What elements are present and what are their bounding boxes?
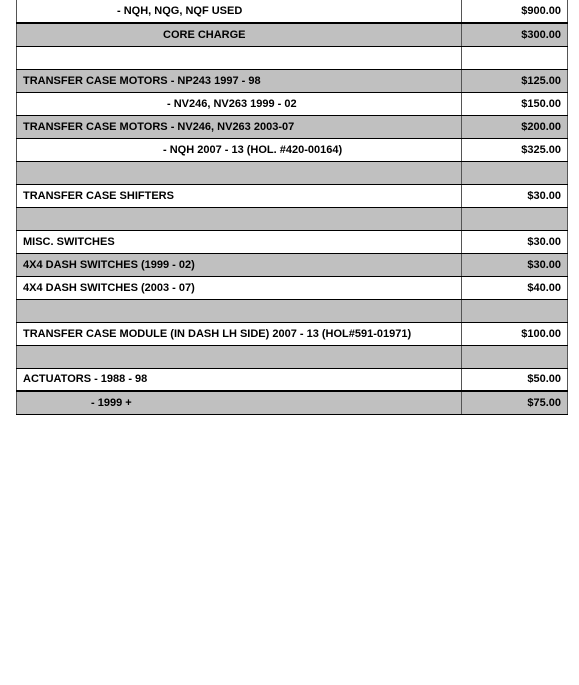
item-description: - 1999 +: [17, 391, 462, 414]
item-price: $900.00: [462, 0, 568, 23]
item-description: [17, 161, 462, 184]
item-description: TRANSFER CASE SHIFTERS: [17, 184, 462, 207]
item-description: CORE CHARGE: [17, 23, 462, 46]
item-description: [17, 345, 462, 368]
table-row: [17, 69, 568, 92]
table-row: [17, 46, 568, 69]
table-row: [17, 276, 568, 299]
item-price: $325.00: [462, 138, 568, 161]
item-price: $150.00: [462, 92, 568, 115]
item-price: $30.00: [462, 184, 568, 207]
item-description: MISC. SWITCHES: [17, 230, 462, 253]
item-price: [462, 46, 568, 69]
item-price: $75.00: [462, 391, 568, 414]
item-description: [17, 207, 462, 230]
item-description: - NQH 2007 - 13 (HOL. #420-00164): [17, 138, 462, 161]
item-description: 4X4 DASH SWITCHES (2003 - 07): [17, 276, 462, 299]
item-description: [17, 46, 462, 69]
table-row: [17, 368, 568, 391]
item-price: [462, 207, 568, 230]
table-row: [17, 161, 568, 184]
table-row: [17, 207, 568, 230]
table-row: [17, 230, 568, 253]
price-list-table: [16, 0, 568, 415]
item-price: $40.00: [462, 276, 568, 299]
item-description: ACTUATORS - 1988 - 98: [17, 368, 462, 391]
table-row: [17, 299, 568, 322]
item-description: TRANSFER CASE MOTORS - NV246, NV263 2003-07: [17, 115, 462, 138]
table-row: [17, 322, 568, 345]
table-row: [17, 138, 568, 161]
item-description: TRANSFER CASE MOTORS - NP243 1997 - 98: [17, 69, 462, 92]
item-price: $125.00: [462, 69, 568, 92]
table-row: [17, 115, 568, 138]
item-price: $200.00: [462, 115, 568, 138]
item-description: 4X4 DASH SWITCHES (1999 - 02): [17, 253, 462, 276]
item-description: - NV246, NV263 1999 - 02: [17, 92, 462, 115]
item-price: [462, 345, 568, 368]
item-price: $50.00: [462, 368, 568, 391]
item-description: [17, 299, 462, 322]
table-row: [17, 345, 568, 368]
item-price: [462, 299, 568, 322]
item-price: $100.00: [462, 322, 568, 345]
table-row: [17, 23, 568, 46]
table-row: [17, 184, 568, 207]
item-price: $30.00: [462, 253, 568, 276]
item-price: $30.00: [462, 230, 568, 253]
table-row: [17, 92, 568, 115]
item-description: - NQH, NQG, NQF USED: [17, 0, 462, 23]
table-row: [17, 253, 568, 276]
item-price: [462, 161, 568, 184]
table-row: [17, 391, 568, 414]
table-row: [17, 0, 568, 23]
item-description: TRANSFER CASE MODULE (IN DASH LH SIDE) 2007 - 13 (HOL#591-01971): [17, 322, 462, 345]
item-price: $300.00: [462, 23, 568, 46]
